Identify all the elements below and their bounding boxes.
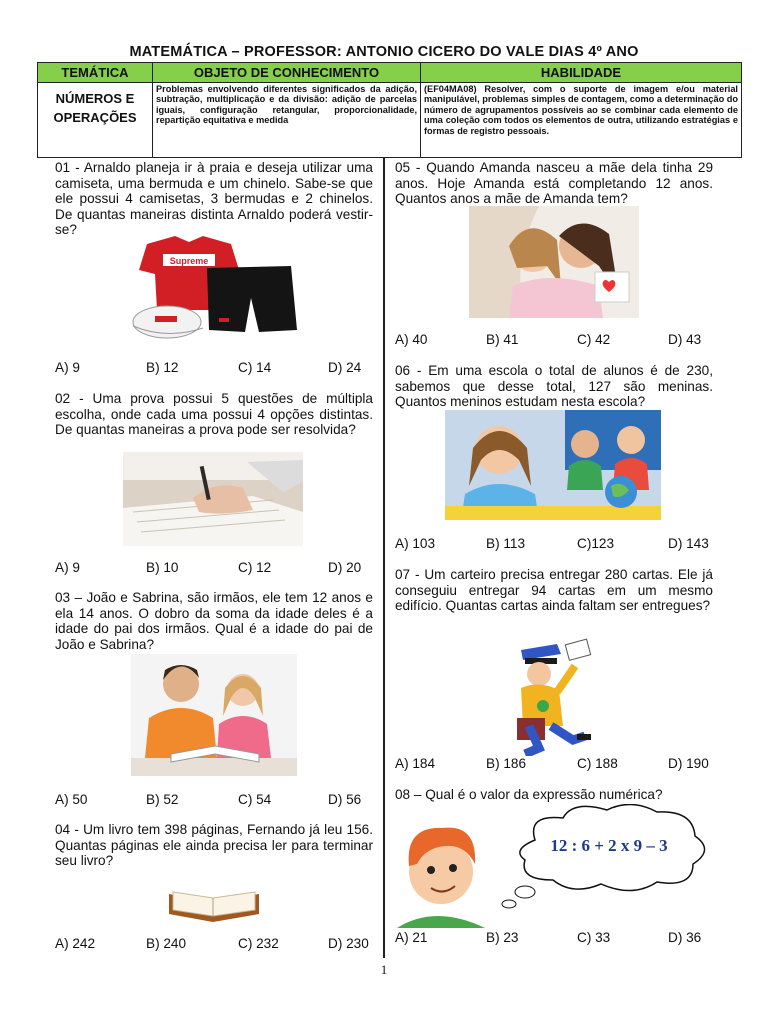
q8-option-a[interactable]: A) 21 xyxy=(395,930,428,945)
q7-option-c[interactable]: C) 188 xyxy=(577,756,618,771)
question-4-options xyxy=(55,936,373,954)
header-col-habilidade: HABILIDADE xyxy=(421,63,742,83)
q7-option-a[interactable]: A) 184 xyxy=(395,756,436,771)
question-7-options xyxy=(395,756,713,774)
q4-option-b[interactable]: B) 240 xyxy=(146,936,187,951)
q2-option-b[interactable]: B) 10 xyxy=(146,560,179,575)
page-title: MATEMÁTICA – PROFESSOR: ANTONIO CICERO DO VALE DIAS 4º ANO xyxy=(129,44,639,60)
q1-option-d[interactable]: D) 24 xyxy=(328,360,362,375)
q3-option-a[interactable]: A) 50 xyxy=(55,792,88,807)
question-4-text: 04 - Um livro tem 398 páginas, Fernando já leu 156. Quantas páginas ele ainda precisa ler para terminar seu livro? xyxy=(55,822,373,869)
question-3-text: 03 – João e Sabrina, são irmãos, ele tem 12 anos e ela 14 anos. O dobro da soma da idade deles é a idade do pai dos irmãos. Qual é a idade do pai de João e Sabrina? xyxy=(55,590,373,652)
q3-option-c[interactable]: C) 54 xyxy=(238,792,272,807)
habilidade-cell: (EF04MA08) Resolver, com o suporte de imagem e/ou material manipulável, problemas simples de contagem, como a determinação do número de agrupamentos possíveis ao se combinar cada elemento de uma coleção com todos os elementos de outra, utilizando estratégias e formas de registro pessoais. xyxy=(421,83,742,158)
objeto-cell: Problemas envolvendo diferentes significados da adição, subtração, multiplicação e da divisão: adição de parcelas iguais, configuração retangular, proporcionalidade, repartição equitativa e medida xyxy=(153,83,421,158)
question-5-options xyxy=(395,332,713,350)
question-8-options xyxy=(395,930,713,948)
question-6-options xyxy=(395,536,713,554)
q3-option-d[interactable]: D) 56 xyxy=(328,792,362,807)
q5-option-b[interactable]: B) 41 xyxy=(486,332,519,347)
q6-option-c[interactable]: C)123 xyxy=(577,536,615,551)
question-5-text: 05 - Quando Amanda nasceu a mãe dela tinha 29 anos. Hoje Amanda está completando 12 anos. Quantos anos a mãe de Amanda tem? xyxy=(395,160,713,207)
q8-option-c[interactable]: C) 33 xyxy=(577,930,611,945)
q2-option-c[interactable]: C) 12 xyxy=(238,560,272,575)
q3-option-b[interactable]: B) 52 xyxy=(146,792,179,807)
q4-option-d[interactable]: D) 230 xyxy=(328,936,369,951)
q2-option-d[interactable]: D) 20 xyxy=(328,560,362,575)
q1-option-b[interactable]: B) 12 xyxy=(146,360,179,375)
q4-option-a[interactable]: A) 242 xyxy=(55,936,96,951)
q2-option-a[interactable]: A) 9 xyxy=(55,560,80,575)
students-classroom-photo xyxy=(445,410,661,520)
q5-option-a[interactable]: A) 40 xyxy=(395,332,428,347)
book-illustration xyxy=(167,884,261,922)
q7-option-d[interactable]: D) 190 xyxy=(668,756,709,771)
question-1-text: 01 - Arnaldo planeja ir à praia e deseja utilizar uma camiseta, uma bermuda e um chinelo. Sabe-se que ele possui 4 camisetas, 3 bermudas e 2 chinelos. De quantas maneiras distinta Arnaldo poderá vestir-se? xyxy=(55,160,373,238)
q1-option-a[interactable]: A) 9 xyxy=(55,360,80,375)
clothes-illustration xyxy=(127,236,299,342)
question-3-options xyxy=(55,792,373,810)
tematica-cell xyxy=(38,83,153,158)
column-divider xyxy=(383,158,385,958)
q6-option-a[interactable]: A) 103 xyxy=(395,536,436,551)
siblings-reading-photo xyxy=(131,654,297,776)
q4-option-c[interactable]: C) 232 xyxy=(238,936,279,951)
question-2-text: 02 - Uma prova possui 5 questões de múltipla escolha, onde cada uma possui 4 opções distintas. De quantas maneiras a prova pode ser resolvida? xyxy=(55,391,373,438)
numeric-expression: 12 : 6 + 2 x 9 – 3 xyxy=(550,836,668,855)
q8-option-b[interactable]: B) 23 xyxy=(486,930,519,945)
question-2-options xyxy=(55,560,373,578)
q1-option-c[interactable]: C) 14 xyxy=(238,360,272,375)
question-1-options xyxy=(55,360,373,378)
q6-option-d[interactable]: D) 143 xyxy=(668,536,709,551)
q6-option-b[interactable]: B) 113 xyxy=(486,536,526,551)
question-6-text: 06 - Em uma escola o total de alunos é de 230, sabemos que desse total, 127 são meninas. Quantos meninos estudam nesta escola? xyxy=(395,363,713,410)
header-table xyxy=(37,62,742,158)
tematica-line2: OPERAÇÕES xyxy=(53,110,137,125)
page-number: 1 xyxy=(380,962,388,977)
question-8-text: 08 – Qual é o valor da expressão numérica? xyxy=(395,787,663,802)
tematica-line1: NÚMEROS E xyxy=(55,91,135,106)
header-col-tematica: TEMÁTICA xyxy=(38,63,153,83)
header-col-objeto: OBJETO DE CONHECIMENTO xyxy=(153,63,421,83)
q5-option-d[interactable]: D) 43 xyxy=(668,332,702,347)
q8-option-d[interactable]: D) 36 xyxy=(668,930,702,945)
question-7-text: 07 - Um carteiro precisa entregar 280 cartas. Ele já conseguiu entregar 94 cartas em um mesmo edifício. Quantas cartas ainda faltam ser entregues? xyxy=(395,567,713,614)
exam-writing-photo xyxy=(123,452,303,546)
thinking-boy-illustration xyxy=(395,804,713,932)
q5-option-c[interactable]: C) 42 xyxy=(577,332,611,347)
mother-daughter-photo xyxy=(469,206,639,318)
mailman-cartoon xyxy=(507,636,593,756)
shirt-logo-text: Supreme xyxy=(169,256,209,266)
q7-option-b[interactable]: B) 186 xyxy=(486,756,527,771)
